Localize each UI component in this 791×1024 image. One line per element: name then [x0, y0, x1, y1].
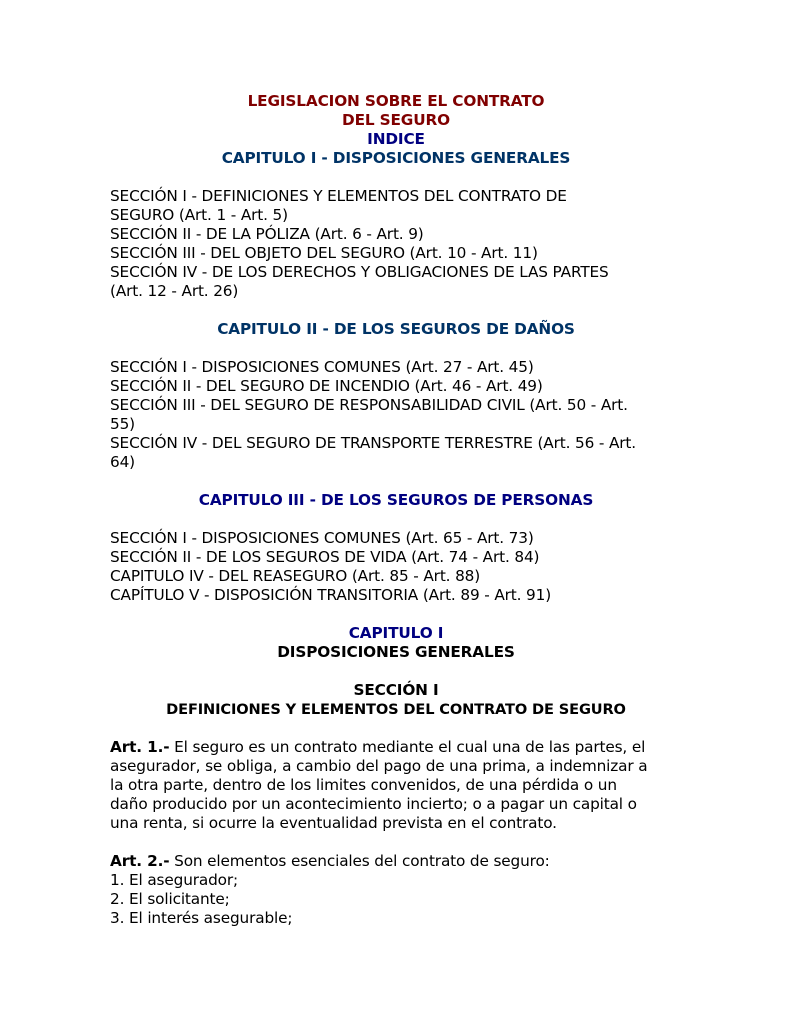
- index-entry: SECCIÓN I - DISPOSICIONES COMUNES (Art. 65 - Art. 73): [110, 529, 534, 547]
- index-entry: SECCIÓN I - DISPOSICIONES COMUNES (Art. 27 - Art. 45): [110, 358, 534, 376]
- body-section-label: SECCIÓN I: [353, 681, 439, 699]
- index-entry: CAPÍTULO V - DISPOSICIÓN TRANSITORIA (Art. 89 - Art. 91): [110, 586, 552, 604]
- index-entry: SECCIÓN II - DE LA PÓLIZA (Art. 6 - Art. 9): [110, 225, 424, 243]
- article-1: [110, 738, 682, 833]
- index-chapter2-heading: CAPITULO II - DE LOS SEGUROS DE DAÑOS: [217, 320, 575, 338]
- spacer: [110, 301, 682, 320]
- article-text: daño producido por un acontecimiento incierto; o a pagar un capital o: [110, 795, 637, 813]
- spacer: [110, 662, 682, 681]
- article-list-item: 2. El solicitante;: [110, 890, 230, 908]
- index-entry: SECCIÓN III - DEL SEGURO DE RESPONSABILIDAD CIVIL (Art. 50 - Art.: [110, 396, 628, 414]
- spacer: [110, 833, 682, 852]
- article-list-item: 1. El asegurador;: [110, 871, 239, 889]
- index-entry: (Art. 12 - Art. 26): [110, 282, 239, 300]
- article-text: El seguro es un contrato mediante el cual una de las partes, el: [169, 738, 646, 756]
- spacer: [110, 719, 682, 738]
- index-chapter1-list: [110, 187, 682, 301]
- spacer: [110, 605, 682, 624]
- article-text: una renta, si ocurre la eventualidad prevista en el contrato.: [110, 814, 557, 832]
- index-entry: SECCIÓN III - DEL OBJETO DEL SEGURO (Art. 10 - Art. 11): [110, 244, 538, 262]
- index-entry: 55): [110, 415, 135, 433]
- index-entry: SECCIÓN IV - DE LOS DERECHOS Y OBLIGACIONES DE LAS PARTES: [110, 263, 609, 281]
- body-section-title: DEFINICIONES Y ELEMENTOS DEL CONTRATO DE SEGURO: [166, 701, 626, 718]
- index-chapter2-list: [110, 358, 682, 472]
- index-chapter3-heading: CAPITULO III - DE LOS SEGUROS DE PERSONAS: [198, 491, 594, 509]
- index-chapter1-heading: CAPITULO I - DISPOSICIONES GENERALES: [221, 149, 571, 167]
- body-chapter-title: DISPOSICIONES GENERALES: [277, 643, 515, 661]
- article-text: asegurador, se obliga, a cambio del pago de una prima, a indemnizar a: [110, 757, 648, 775]
- index-entry: SECCIÓN I - DEFINICIONES Y ELEMENTOS DEL CONTRATO DE: [110, 187, 567, 205]
- article-2: [110, 852, 682, 928]
- index-entry: SECCIÓN II - DE LOS SEGUROS DE VIDA (Art. 74 - Art. 84): [110, 548, 540, 566]
- article-label: Art. 2.-: [110, 852, 170, 870]
- index-entry: SECCIÓN IV - DEL SEGURO DE TRANSPORTE TERRESTRE (Art. 56 - Art.: [110, 434, 636, 452]
- article-list-item: 3. El interés asegurable;: [110, 909, 293, 927]
- document-title-line1: LEGISLACION SOBRE EL CONTRATO: [247, 92, 545, 110]
- index-heading: INDICE: [367, 130, 425, 148]
- spacer: [110, 168, 682, 187]
- spacer: [110, 472, 682, 491]
- spacer: [110, 339, 682, 358]
- index-entry: 64): [110, 453, 135, 471]
- index-entry: SECCIÓN II - DEL SEGURO DE INCENDIO (Art. 46 - Art. 49): [110, 377, 543, 395]
- document-page: [110, 92, 682, 928]
- index-entry: CAPITULO IV - DEL REASEGURO (Art. 85 - Art. 88): [110, 567, 481, 585]
- spacer: [110, 510, 682, 529]
- index-entry: SEGURO (Art. 1 - Art. 5): [110, 206, 288, 224]
- article-text: la otra parte, dentro de los limites convenidos, de una pérdida o un: [110, 776, 617, 794]
- article-label: Art. 1.-: [110, 738, 170, 756]
- article-text: Son elementos esenciales del contrato de seguro:: [169, 852, 550, 870]
- index-chapter3-list: [110, 529, 682, 605]
- document-title-line2: DEL SEGURO: [342, 111, 450, 129]
- body-chapter-label: CAPITULO I: [348, 624, 444, 642]
